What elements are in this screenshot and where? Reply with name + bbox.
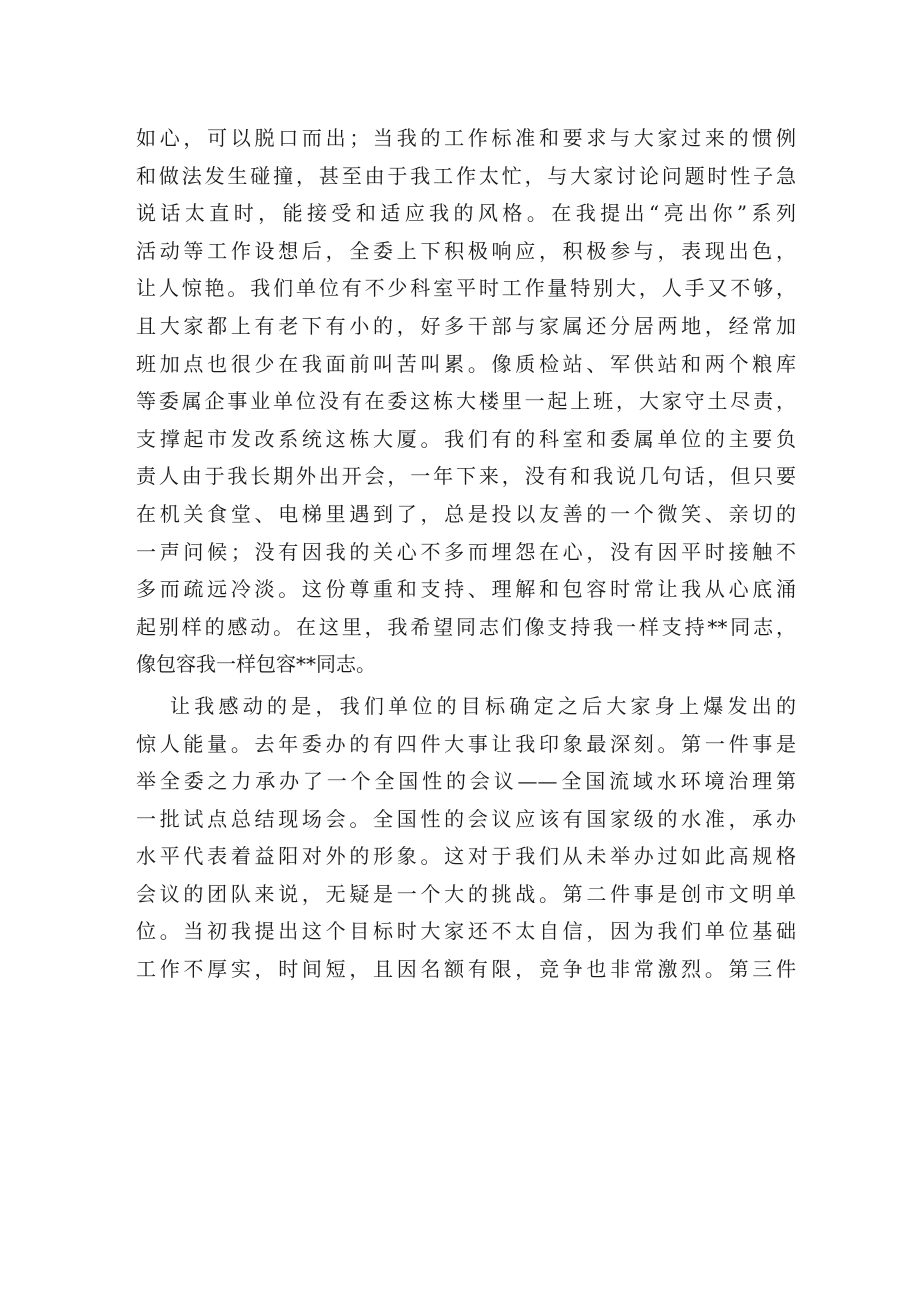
text-line: 惊人能量。去年委办的有四件大事让我印象最深刻。第一件事是 <box>136 731 796 756</box>
text-line: 水平代表着益阳对外的形象。这对于我们从未举办过如此高规格 <box>136 844 796 869</box>
text-line: 支撑起市发改系统这栋大厦。我们有的科室和委属单位的主要负 <box>136 426 796 451</box>
text-line: 位。当初我提出这个目标时大家还不太自信，因为我们单位基础 <box>136 919 796 944</box>
text-line: 像包容我一样包容**同志。 <box>136 652 376 677</box>
text-line: 和做法发生碰撞，甚至由于我工作太忙，与大家讨论问题时性子急 <box>136 163 796 188</box>
paragraph <box>136 688 796 989</box>
text-line: 一声问候；没有因我的关心不多而埋怨在心，没有因平时接触不 <box>136 539 796 564</box>
text-line: 等委属企事业单位没有在委这栋大楼里一起上班，大家守土尽责， <box>136 389 796 414</box>
text-line: 说话太直时，能接受和适应我的风格。在我提出“亮出你”系列 <box>136 201 796 226</box>
text-line: 会议的团队来说，无疑是一个大的挑战。第二件事是创市文明单 <box>136 881 796 906</box>
text-line: 在机关食堂、电梯里遇到了，总是投以友善的一个微笑、亲切的 <box>136 501 796 526</box>
text-line: 活动等工作设想后，全委上下积极响应，积极参与，表现出色， <box>136 238 796 263</box>
text-line: 起别样的感动。在这里，我希望同志们像支持我一样支持**同志， <box>136 614 796 639</box>
text-line: 责人由于我长期外出开会，一年下来，没有和我说几句话，但只要 <box>136 464 796 489</box>
text-line: 班加点也很少在我面前叫苦叫累。像质检站、军供站和两个粮库 <box>136 351 796 376</box>
text-line: 一批试点总结现场会。全国性的会议应该有国家级的水准，承办 <box>136 806 796 831</box>
paragraph <box>136 120 796 684</box>
text-line: 举全委之力承办了一个全国性的会议——全国流域水环境治理第 <box>136 769 796 794</box>
text-line: 让人惊艳。我们单位有不少科室平时工作量特别大，人手又不够， <box>136 276 796 301</box>
text-line: 如心，可以脱口而出；当我的工作标准和要求与大家过来的惯例 <box>136 126 796 150</box>
text-line: 多而疏远冷淡。这份尊重和支持、理解和包容时常让我从心底涌 <box>136 577 796 602</box>
document-body <box>136 120 796 989</box>
text-line: 让我感动的是，我们单位的目标确定之后大家身上爆发出的 <box>170 693 796 718</box>
text-line: 工作不厚实，时间短，且因名额有限，竞争也非常激烈。第三件 <box>136 957 796 982</box>
text-line: 且大家都上有老下有小的，好多干部与家属还分居两地，经常加 <box>136 313 796 338</box>
